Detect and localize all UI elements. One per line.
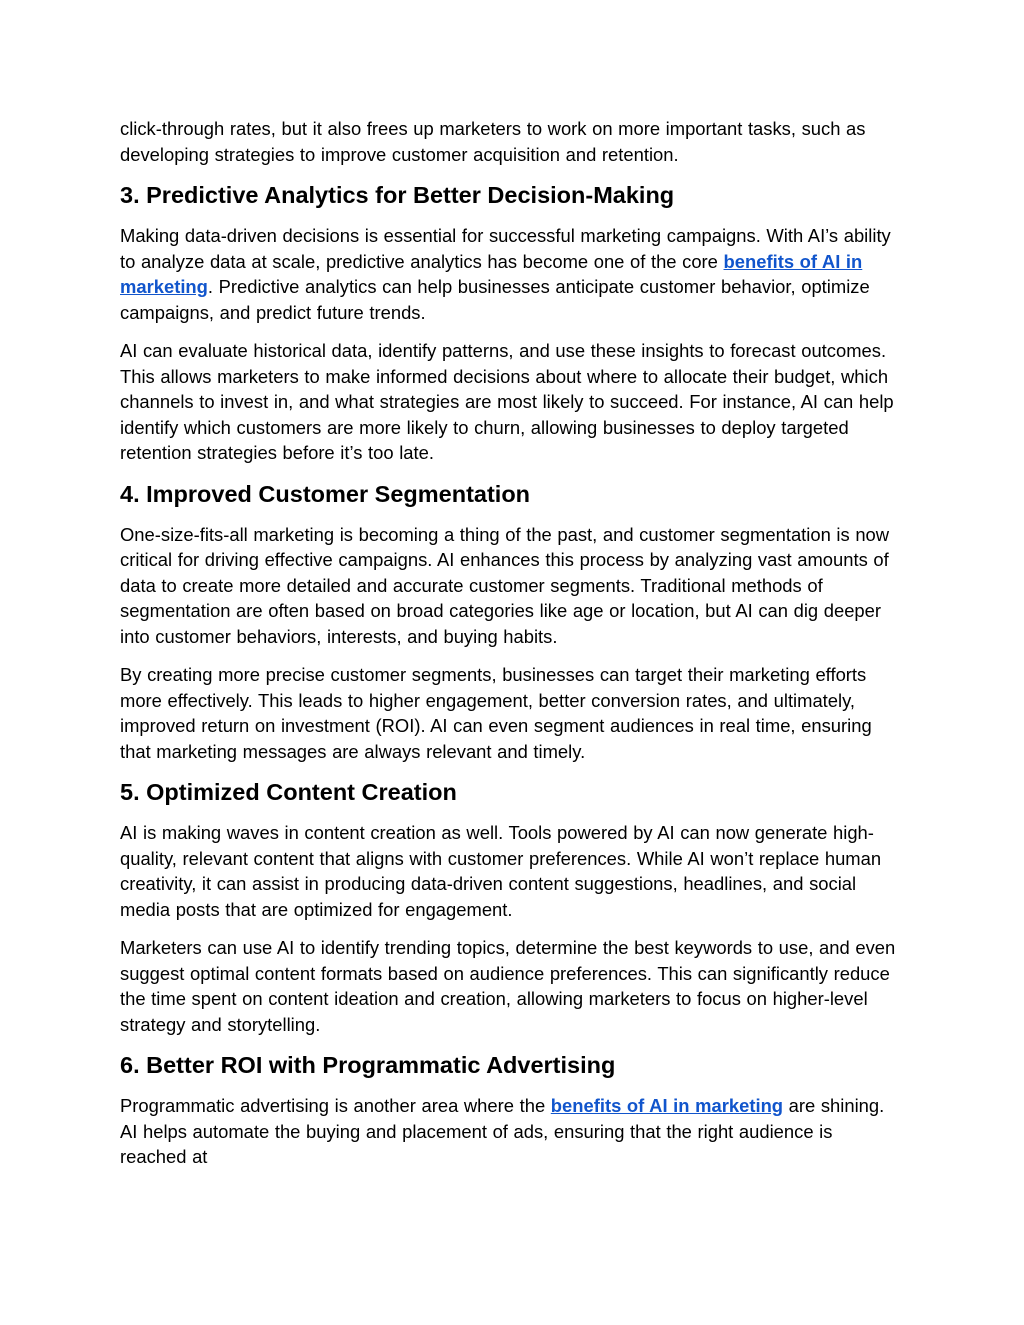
section-heading: 5. Optimized Content Creation (120, 779, 457, 805)
text-run: AI is making waves in content creation as well. Tools powered by AI can now generate high-quality, relevant content that aligns with customer preferences. While AI won’t replace human creativity, it can assist in producing data-driven content suggestions, headlines, and social media posts that are optimized for engagement. (120, 822, 882, 920)
text-run: By creating more precise customer segments, businesses can target their marketing efforts more effectively. This leads to higher engagement, better conversion rates, and ultimately, improved return on investment (ROI). AI can even segment audiences in real time, ensuring that marketing messages are always relevant and timely. (120, 664, 872, 762)
paragraph (120, 338, 904, 466)
inline-link[interactable]: benefits of AI in marketing (550, 1095, 784, 1116)
text-run: Making data-driven decisions is essential for successful marketing campaigns. With AI’s ability to analyze data at scale, predictive analytics has become one of the core (120, 225, 891, 272)
paragraph (120, 935, 904, 1037)
section-heading: 3. Predictive Analytics for Better Decision-Making (120, 182, 675, 208)
paragraph (120, 223, 904, 325)
text-run: Marketers can use AI to identify trending topics, determine the best keywords to use, and even suggest optimal content formats based on audience preferences. This can significantly reduce the time spent on content ideation and creation, allowing marketers to focus on higher-level strategy and storytelling. (120, 937, 896, 1035)
text-run: click-through rates, but it also frees up marketers to work on more important tasks, such as developing strategies to improve customer acquisition and retention. (120, 118, 866, 165)
text-run: AI can evaluate historical data, identify patterns, and use these insights to forecast outcomes. This allows marketers to make informed decisions about where to allocate their budget, which channels to invest in, and what strategies are most likely to succeed. For instance, AI can help identify which customers are more likely to churn, allowing businesses to deploy targeted retention strategies before it’s too late. (120, 340, 894, 463)
paragraph (120, 116, 904, 167)
section-heading: 6. Better ROI with Programmatic Advertising (120, 1052, 616, 1078)
text-run: One-size-fits-all marketing is becoming a thing of the past, and customer segmentation is now critical for driving effective campaigns. AI enhances this process by analyzing vast amounts of data to create more detailed and accurate customer segments. Traditional methods of segmentation are often based on broad categories like age or location, but AI can dig deeper into customer behaviors, interests, and buying habits. (120, 523, 890, 647)
inline-link[interactable]: benefits of AI in marketing (120, 250, 863, 297)
text-run: Programmatic advertising is another area where the (120, 1095, 551, 1116)
section-heading: 4. Improved Customer Segmentation (120, 480, 531, 507)
paragraph (120, 820, 904, 922)
paragraph (120, 662, 904, 764)
paragraph (120, 1093, 904, 1170)
text-run: . Predictive analytics can help businesses anticipate customer behavior, optimize campaigns, and predict future trends. (120, 276, 870, 323)
paragraph (120, 522, 904, 650)
text-run: are shining. AI helps automate the buying and placement of ads, ensuring that the right audience is reached at (120, 1095, 885, 1167)
